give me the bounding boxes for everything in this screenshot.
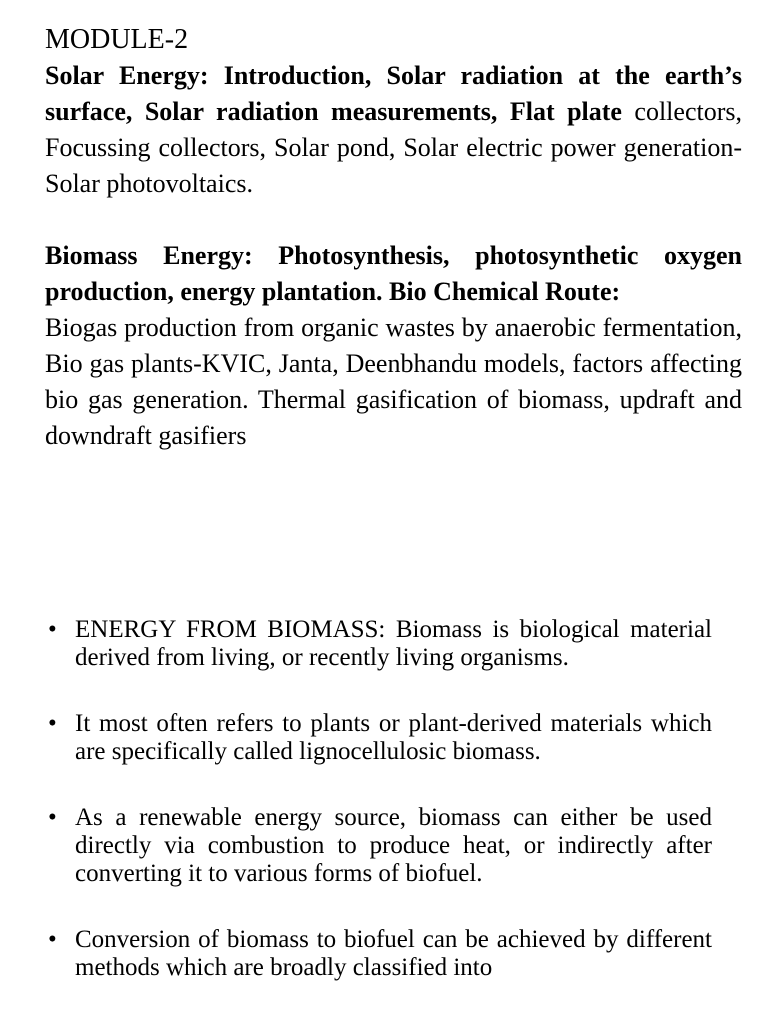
bullet-text: Conversion of biomass to biofuel can be achieved by different methods which are broadly classified into (75, 926, 712, 981)
bullet-icon: • (48, 710, 57, 737)
bullet-text: As a renewable energy source, biomass can either be used directly via combustion to produce heat, or indirectly after converting it to various forms of biofuel. (75, 804, 712, 887)
list-item (48, 616, 712, 672)
solar-energy-paragraph (45, 58, 742, 202)
solar-energy-heading: Solar Energy: Introduction, Solar radiation at the earth’s surface, Solar radiation measurements, Flat plate (45, 61, 742, 126)
bullet-text: It most often refers to plants or plant-derived materials which are specifically called lignocellulosic biomass. (75, 710, 712, 765)
solar-energy-topics: collectors, Focussing collectors, Solar pond, Solar electric power generation-Solar photovoltaics. (45, 97, 742, 198)
bullet-text: ENERGY FROM BIOMASS: Biomass is biological material derived from living, or recently living organisms. (75, 616, 712, 671)
bullet-list (48, 616, 712, 1020)
syllabus-section (45, 22, 742, 454)
list-item (48, 926, 712, 982)
module-title: MODULE-2 (45, 24, 189, 55)
biomass-energy-heading: Biomass Energy: Photosynthesis, photosynthetic oxygen production, energy plantation. Bio Chemical Route: (45, 241, 742, 306)
bullet-icon: • (48, 926, 57, 953)
biomass-energy-topics: Biogas production from organic wastes by anaerobic fermentation, Bio gas plants-KVIC, Janta, Deenbhandu models, factors affecting bio gas generation. Thermal gasification of biomass, updraft and downdraft gasifiers (45, 313, 742, 450)
bullet-icon: • (48, 616, 57, 643)
list-item (48, 710, 712, 766)
list-item (48, 804, 712, 888)
bullet-icon: • (48, 804, 57, 831)
